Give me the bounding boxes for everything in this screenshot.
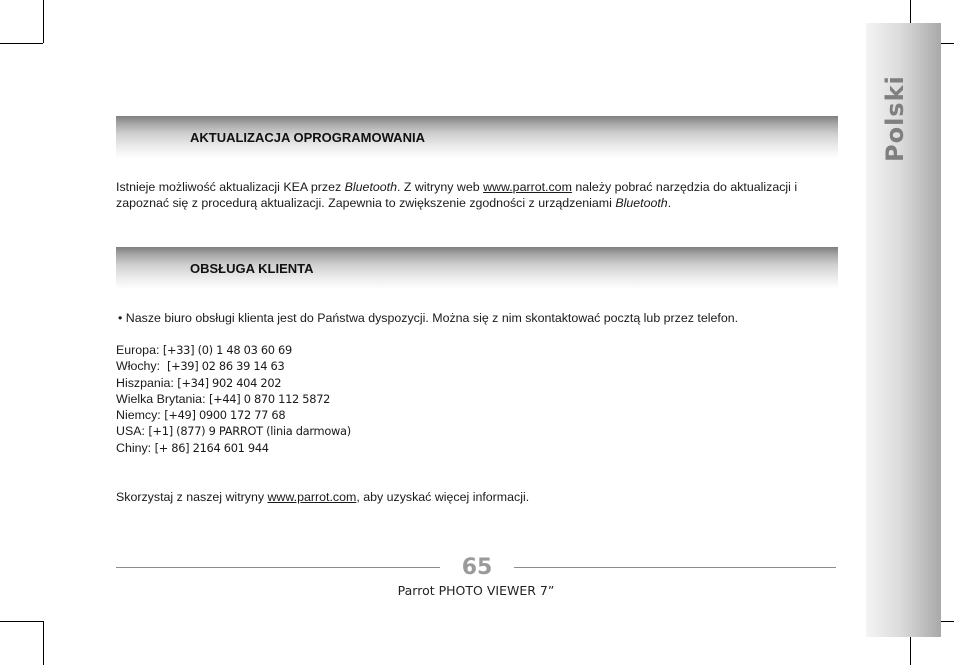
text-run: Skorzystaj z naszej witryny (116, 490, 268, 504)
text-run: , aby uzyskać więcej informacji. (356, 490, 530, 504)
contact-row (116, 440, 351, 456)
crop-mark (0, 43, 43, 44)
page-number: 65 (461, 555, 493, 580)
support-intro: • Nasze biuro obsługi klienta jest do Państwa dyspozycji. Można się z nim skontaktować pocztą lub przez telefon. (118, 311, 739, 325)
contact-label: Niemcy: (116, 408, 165, 423)
contact-phone: [+44] 0 870 112 5872 (208, 391, 331, 406)
text-run: . (667, 196, 672, 210)
contact-phone: [+49] 0900 172 77 68 (164, 408, 286, 423)
section-title: OBSŁUGA KLIENTA (190, 261, 314, 276)
contact-phone: [+ 86] 2164 601 944 (154, 440, 269, 455)
contact-label: USA: (116, 424, 149, 439)
section-header-customer-service (116, 247, 838, 289)
parrot-website-link[interactable]: www.parrot.com (483, 180, 572, 194)
contact-row (116, 407, 351, 423)
text-emphasis: Bluetooth (344, 180, 397, 194)
crop-mark (43, 0, 44, 43)
contact-label: Chiny: (116, 440, 155, 455)
contact-phone: [+39] 02 86 39 14 63 (166, 359, 285, 374)
contact-row (116, 358, 351, 374)
crop-mark (0, 621, 43, 622)
contact-row (116, 423, 351, 439)
update-paragraph (116, 179, 840, 211)
section-header-software-update (116, 116, 838, 158)
footer-rule-right (514, 567, 836, 568)
contact-label: Wielka Brytania: (116, 391, 209, 406)
text-run: . Z witryny web (397, 180, 484, 194)
closing-paragraph (116, 489, 840, 505)
text-run: należy pobrać narzędzia do aktualizacji i zapoznać się z procedurą aktualizacji. Zapewnia to zwiększenie zgodności z urządzeniami (116, 180, 798, 210)
contact-row (116, 391, 351, 407)
parrot-website-link[interactable]: www.parrot.com (267, 490, 357, 504)
language-tab-label: Polski (881, 75, 909, 162)
contact-row (116, 375, 351, 391)
contact-label: Europa: (116, 343, 163, 357)
contact-list (116, 342, 351, 456)
contact-phone: [+34] 902 404 202 (177, 375, 282, 390)
contact-label: Włochy: (116, 359, 167, 374)
text-emphasis: Bluetooth (615, 196, 668, 210)
text-run: Istnieje możliwość aktualizacji KEA przez (116, 180, 345, 194)
contact-phone: [+1] (877) 9 PARROT (linia darmowa) (148, 424, 351, 439)
footer-caption: Parrot PHOTO VIEWER 7” (397, 583, 555, 598)
footer-rule-left (116, 567, 440, 568)
crop-mark (43, 621, 44, 665)
contact-label: Hiszpania: (116, 375, 178, 390)
contact-row (116, 342, 351, 358)
contact-phone: [+33] (0) 1 48 03 60 69 (162, 343, 292, 357)
section-title: AKTUALIZACJA OPROGRAMOWANIA (190, 130, 425, 145)
